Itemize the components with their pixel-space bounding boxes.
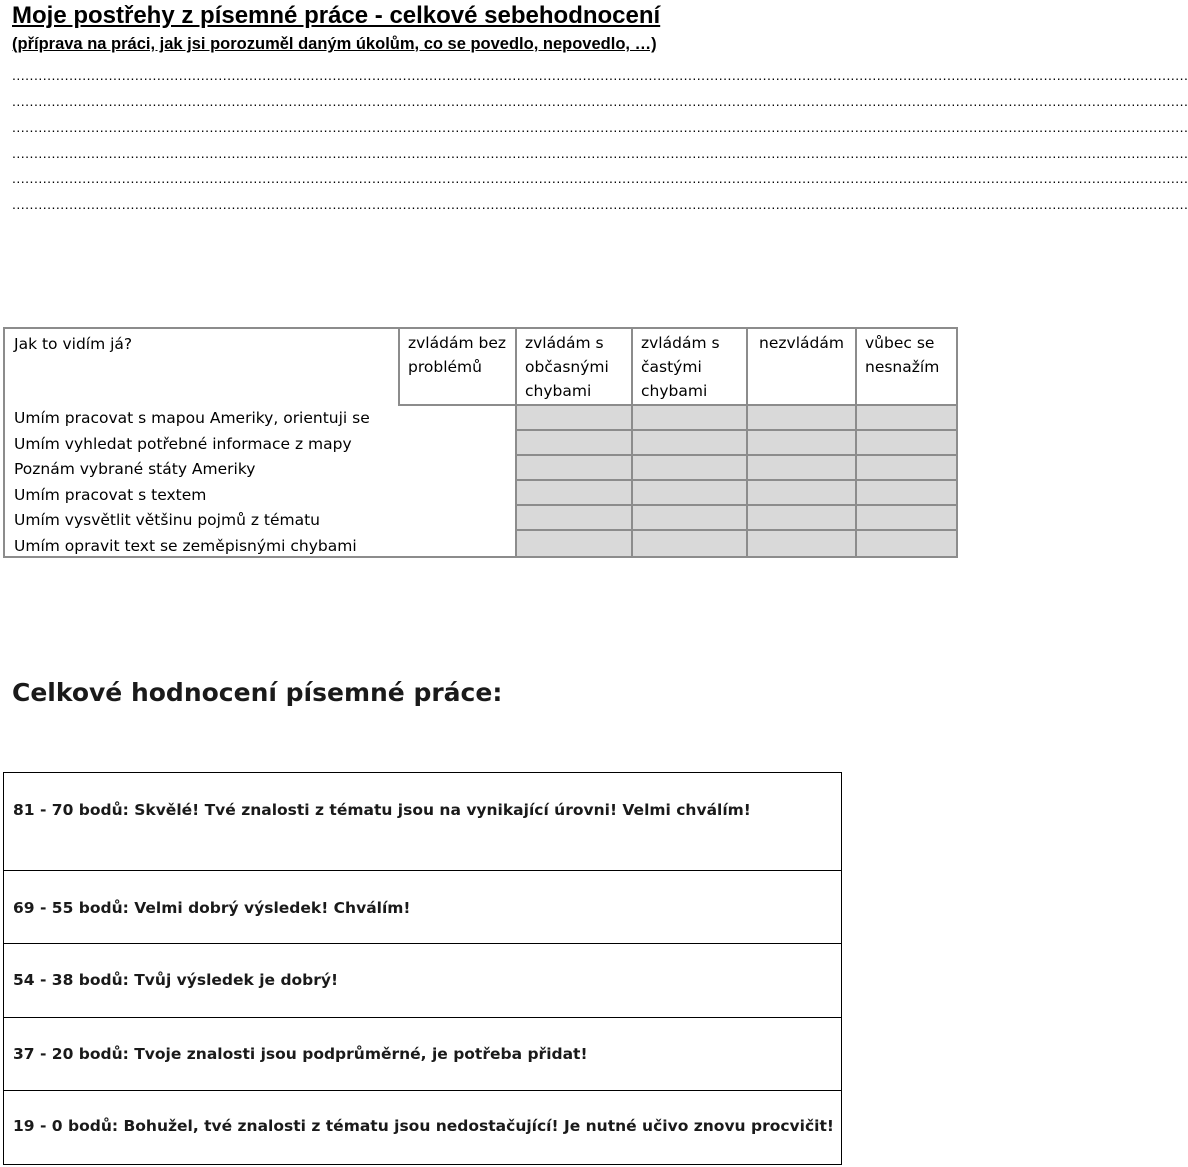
column-header: zvládám s občasnými chybami <box>517 329 633 406</box>
writing-line[interactable]: ............................................................................................................................................................................................................................................................................ <box>12 119 1188 135</box>
rating-cell[interactable] <box>748 431 857 456</box>
criteria-list <box>5 406 517 556</box>
rating-cell[interactable] <box>748 531 857 556</box>
rating-cell[interactable] <box>517 406 633 431</box>
rating-cell[interactable] <box>633 406 748 431</box>
grade-row <box>4 1091 841 1164</box>
grade-text: 37 - 20 bodů: Tvoje znalosti jsou podprůměrné, je potřeba přidat! <box>13 1045 588 1063</box>
criterion-label: Umím opravit text se zeměpisnými chybami <box>14 537 357 555</box>
rating-cell[interactable] <box>748 456 857 481</box>
grade-text: 54 - 38 bodů: Tvůj výsledek je dobrý! <box>13 971 339 989</box>
rating-cell[interactable] <box>857 481 956 506</box>
column-header: zvládám s častými chybami <box>633 329 748 406</box>
criterion-label: Poznám vybrané státy Ameriky <box>14 460 256 478</box>
column-header: nezvládám <box>748 329 857 406</box>
writing-line[interactable]: ............................................................................................................................................................................................................................................................................ <box>12 145 1188 161</box>
rating-cell[interactable] <box>857 406 956 431</box>
rating-cell[interactable] <box>633 456 748 481</box>
rating-cell[interactable] <box>748 406 857 431</box>
rating-cell[interactable] <box>748 506 857 531</box>
criterion-label: Umím vyhledat potřebné informace z mapy <box>14 435 352 453</box>
rating-cell[interactable] <box>517 506 633 531</box>
rating-cell[interactable] <box>633 431 748 456</box>
rating-cell[interactable] <box>857 431 956 456</box>
criterion-label: Umím pracovat s textem <box>14 486 207 504</box>
rating-cell[interactable] <box>633 481 748 506</box>
writing-line[interactable]: ............................................................................................................................................................................................................................................................................ <box>12 93 1188 109</box>
grade-text: 19 - 0 bodů: Bohužel, tvé znalosti z tématu jsou nedostačující! Je nutné učivo znovu procvičit! <box>13 1117 834 1135</box>
overall-heading: Celkové hodnocení písemné práce: <box>12 678 503 707</box>
grade-row <box>4 1018 841 1091</box>
rating-cell[interactable] <box>517 431 633 456</box>
self-assessment-table <box>3 327 958 558</box>
column-header: zvládám bez problémů <box>400 329 517 406</box>
rating-cell[interactable] <box>517 481 633 506</box>
rating-cell[interactable] <box>857 456 956 481</box>
column-header: vůbec se nesnažím <box>857 329 956 406</box>
rating-cell[interactable] <box>857 531 956 556</box>
grade-row <box>4 944 841 1018</box>
writing-line[interactable]: ............................................................................................................................................................................................................................................................................ <box>12 196 1188 212</box>
grading-table <box>3 772 842 1165</box>
rating-cell[interactable] <box>748 481 857 506</box>
rating-cell[interactable] <box>517 531 633 556</box>
rating-cell[interactable] <box>857 506 956 531</box>
grade-text: 69 - 55 bodů: Velmi dobrý výsledek! Chválím! <box>13 899 411 917</box>
rating-cell[interactable] <box>633 531 748 556</box>
rating-cell[interactable] <box>517 456 633 481</box>
writing-line[interactable]: ............................................................................................................................................................................................................................................................................ <box>12 170 1188 186</box>
criterion-label: Umím pracovat s mapou Ameriky, orientuji se <box>14 409 370 427</box>
question-cell: Jak to vidím já? <box>5 329 400 406</box>
rating-cell[interactable] <box>633 506 748 531</box>
page-title: Moje postřehy z písemné práce - celkové sebehodnocení <box>12 2 661 29</box>
criterion-label: Umím vysvětlit většinu pojmů z tématu <box>14 511 320 529</box>
grade-row <box>4 773 841 871</box>
grade-row <box>4 871 841 944</box>
page-subtitle: (příprava na práci, jak jsi porozuměl daným úkolům, co se povedlo, nepovedlo, …) <box>12 35 657 53</box>
writing-line[interactable]: ............................................................................................................................................................................................................................................................................ <box>12 67 1188 83</box>
grade-text: 81 - 70 bodů: Skvělé! Tvé znalosti z tématu jsou na vynikající úrovni! Velmi chválím! <box>13 801 751 819</box>
